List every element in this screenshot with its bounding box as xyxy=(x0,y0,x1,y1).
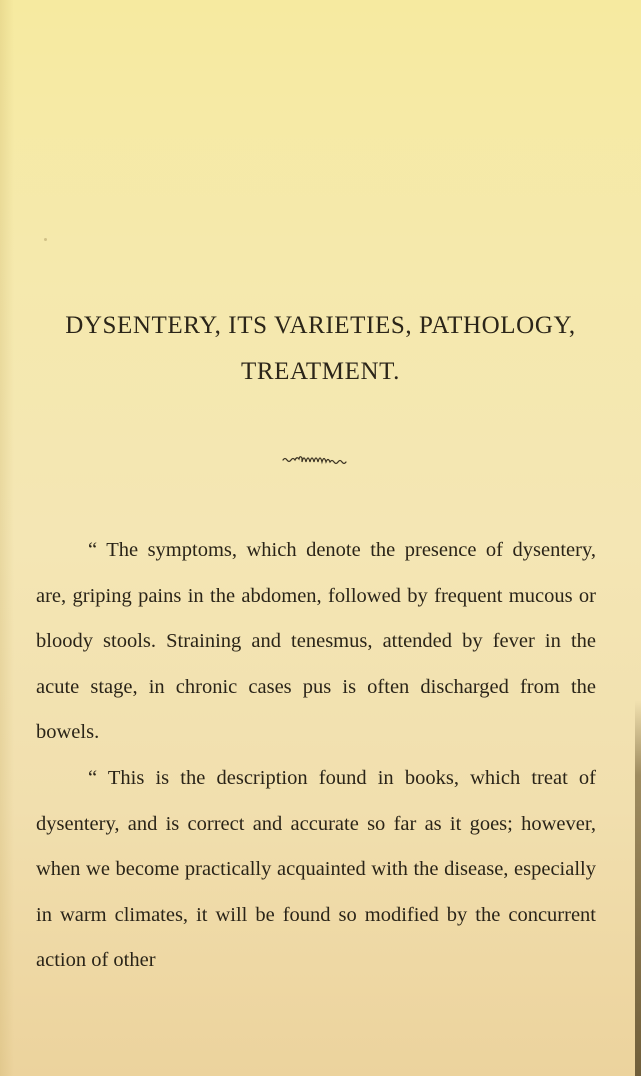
page-edge-right xyxy=(635,700,641,1076)
page-shadow-left xyxy=(0,0,14,1076)
chapter-heading-line-2: TREATMENT. xyxy=(241,358,400,385)
paragraph-2: “ This is the description found in books, which treat of dysentery, and is correct and accurate so far as it goes; however, when we become practically acquainted with the disease, especially in warm climates, it will be found so modified by the concurrent action of other xyxy=(36,766,596,972)
paragraph-1: “ The symptoms, which denote the presence of dysentery, are, griping pains in the abdomen, followed by frequent mucous or bloody stools. Straining and tenesmus, attended by fever in the acute stage, in chronic cases pus is often discharged from the bowels. xyxy=(36,539,596,744)
paper-spot xyxy=(44,238,47,241)
decorative-wavy-rule-icon xyxy=(282,452,360,466)
chapter-heading xyxy=(0,306,641,392)
chapter-heading-line-1: DYSENTERY, ITS VARIETIES, PATHOLOGY, xyxy=(65,312,576,339)
body-text xyxy=(36,528,596,984)
